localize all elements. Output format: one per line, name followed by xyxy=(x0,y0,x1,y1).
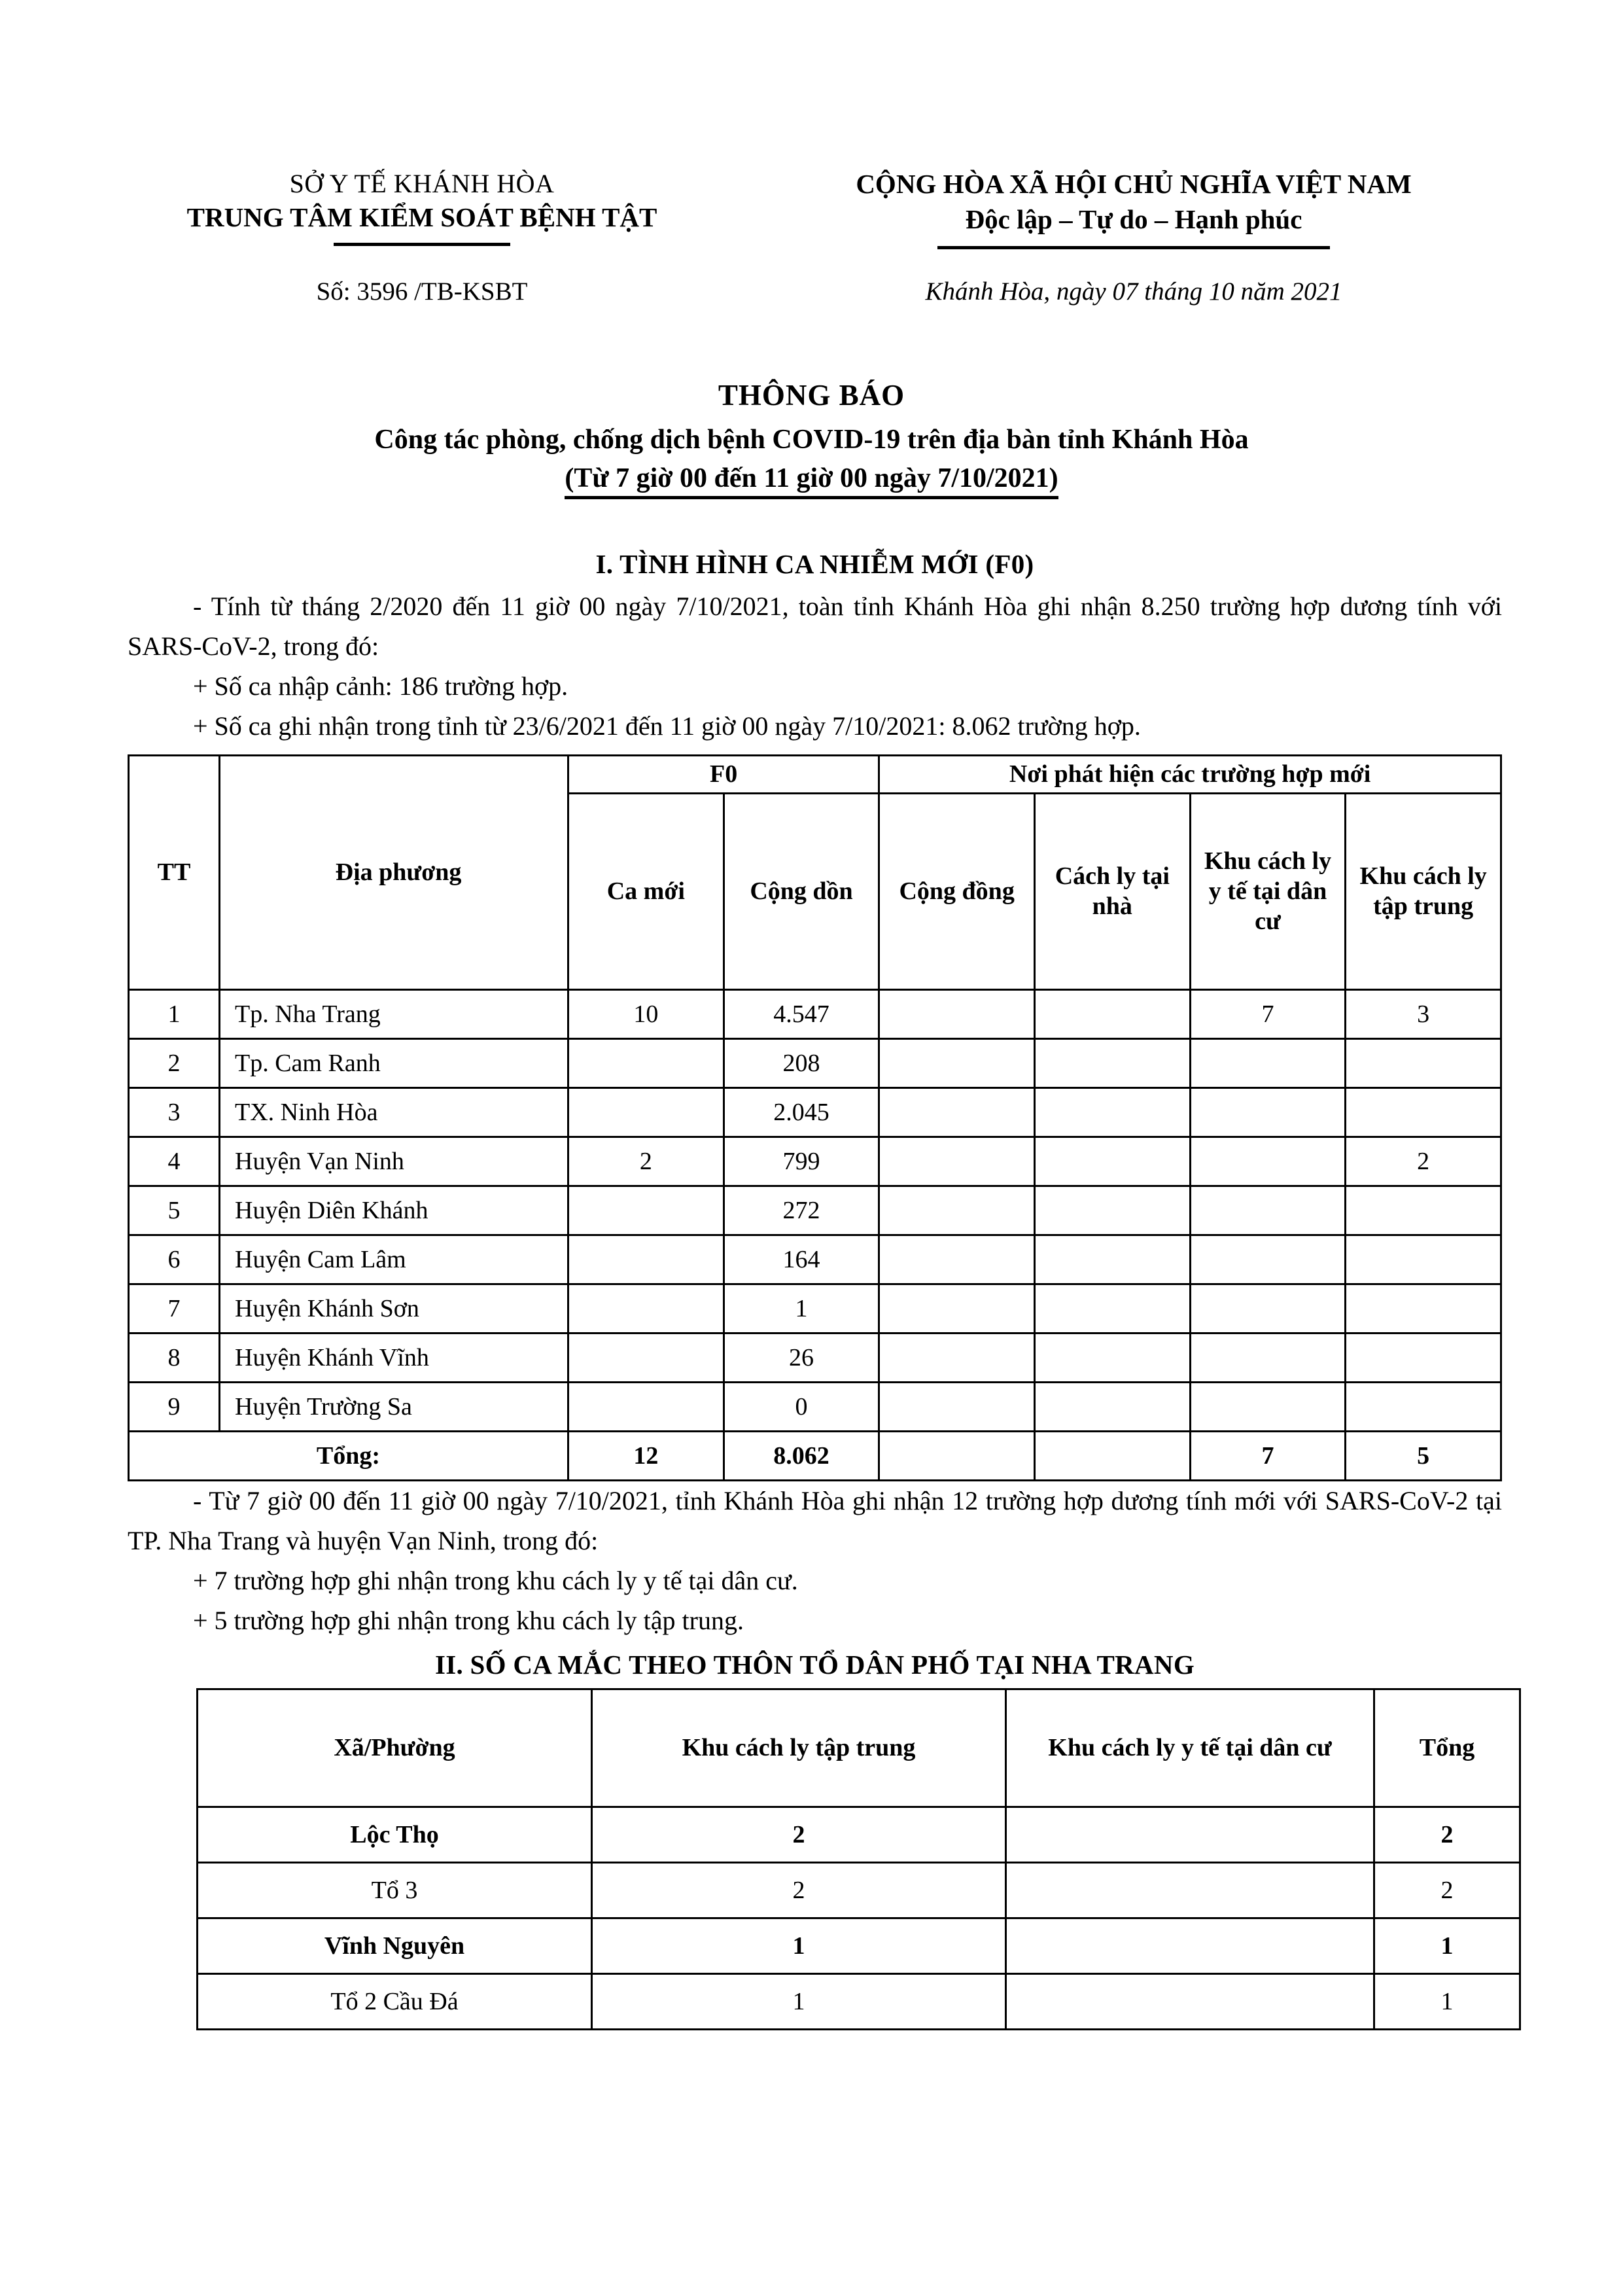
cell-medical-residential xyxy=(1006,1918,1374,1973)
cell-new-cases xyxy=(568,1088,724,1137)
cell-medical-residential xyxy=(1006,1807,1374,1862)
table-header-row-groups xyxy=(129,755,1501,794)
th-cumulative: Cộng dồn xyxy=(724,794,879,990)
locality-case-table xyxy=(128,754,1502,1482)
table-row xyxy=(198,1807,1520,1862)
section-1-continued xyxy=(128,1481,1502,1686)
cell-community xyxy=(879,1137,1035,1186)
cell-centralized xyxy=(1346,1333,1501,1383)
table-row xyxy=(129,1333,1501,1383)
national-motto-block xyxy=(723,167,1623,249)
cell-centralized: 3 xyxy=(1346,990,1501,1039)
cell-new-cases xyxy=(568,1039,724,1088)
th-new-cases: Ca mới xyxy=(568,794,724,990)
cell-locality: Huyện Vạn Ninh xyxy=(220,1137,568,1186)
cell-medical-residential xyxy=(1190,1088,1346,1137)
th-group-f0: F0 xyxy=(568,755,879,794)
cell-home-quarantine xyxy=(1034,1137,1190,1186)
cell-community xyxy=(879,1186,1035,1235)
table-row xyxy=(129,1235,1501,1284)
cell-medical-residential xyxy=(1190,1284,1346,1333)
locality-case-table-wrapper xyxy=(128,754,1502,1482)
cell-locality: Tp. Nha Trang xyxy=(220,990,568,1039)
cell-total: 2 xyxy=(1374,1807,1520,1862)
th-group-detection-place: Nơi phát hiện các trường hợp mới xyxy=(879,755,1501,794)
cell-total: 2 xyxy=(1374,1862,1520,1918)
cell-home-quarantine xyxy=(1034,1333,1190,1383)
table-body xyxy=(198,1807,1520,2029)
cell-centralized: 2 xyxy=(1346,1137,1501,1186)
cell-cumulative: 799 xyxy=(724,1137,879,1186)
title-block xyxy=(0,378,1623,495)
cell-new-cases: 2 xyxy=(568,1137,724,1186)
ward-case-table xyxy=(196,1688,1521,2030)
cell-new-cases xyxy=(568,1333,724,1383)
table-body xyxy=(129,990,1501,1481)
section-1 xyxy=(128,544,1502,747)
th-ward: Xã/Phường xyxy=(198,1689,592,1807)
cell-home-quarantine xyxy=(1034,1235,1190,1284)
cell-medical-residential xyxy=(1190,1137,1346,1186)
ward-case-table-wrapper xyxy=(196,1688,1475,2030)
cell-community xyxy=(879,1039,1035,1088)
center-name: TRUNG TÂM KIỂM SOÁT BỆNH TẬT xyxy=(186,202,657,233)
cell-cumulative: 4.547 xyxy=(724,990,879,1039)
cell-centralized xyxy=(1346,1088,1501,1137)
title-subtitle: Công tác phòng, chống dịch bệnh COVID-19 trên địa bàn tỉnh Khánh Hòa xyxy=(374,425,1249,455)
section-1-paragraph-4: - Từ 7 giờ 00 đến 11 giờ 00 ngày 7/10/2021, tỉnh Khánh Hòa ghi nhận 12 trường hợp dương tính mới với SARS-CoV-2 tại TP. Nha Trang và huyện Vạn Ninh, trong đó: xyxy=(128,1486,1502,1555)
cell-total-home-quarantine xyxy=(1034,1432,1190,1481)
table-row xyxy=(129,1088,1501,1137)
table-row xyxy=(129,1137,1501,1186)
cell-tt: 8 xyxy=(129,1333,220,1383)
cell-medical-residential: 7 xyxy=(1190,990,1346,1039)
cell-cumulative: 208 xyxy=(724,1039,879,1088)
cell-community xyxy=(879,1383,1035,1432)
cell-new-cases xyxy=(568,1235,724,1284)
section-1-paragraph-3: + Số ca ghi nhận trong tỉnh từ 23/6/2021 đến 11 giờ 00 ngày 7/10/2021: 8.062 trường hợp. xyxy=(193,711,1141,741)
cell-centralized xyxy=(1346,1383,1501,1432)
cell-medical-residential xyxy=(1190,1333,1346,1383)
cell-tt: 6 xyxy=(129,1235,220,1284)
national-motto: Độc lập – Tự do – Hạnh phúc xyxy=(965,204,1302,235)
cell-total-cumulative: 8.062 xyxy=(724,1432,879,1481)
th-centralized: Khu cách ly tập trung xyxy=(1346,794,1501,990)
cell-locality: Huyện Khánh Vĩnh xyxy=(220,1333,568,1383)
cell-locality: TX. Ninh Hòa xyxy=(220,1088,568,1137)
place-and-date: Khánh Hòa, ngày 07 tháng 10 năm 2021 xyxy=(925,277,1342,306)
cell-tt: 3 xyxy=(129,1088,220,1137)
cell-new-cases xyxy=(568,1186,724,1235)
cell-tt: 1 xyxy=(129,990,220,1039)
cell-total-community xyxy=(879,1432,1035,1481)
cell-tt: 7 xyxy=(129,1284,220,1333)
header-left-divider xyxy=(334,243,510,246)
th-home-quarantine: Cách ly tại nhà xyxy=(1034,794,1190,990)
cell-locality: Huyện Diên Khánh xyxy=(220,1186,568,1235)
table-row xyxy=(198,1973,1520,2029)
cell-total-centralized: 5 xyxy=(1346,1432,1501,1481)
cell-tt: 5 xyxy=(129,1186,220,1235)
table-row xyxy=(129,990,1501,1039)
cell-medical-residential xyxy=(1006,1973,1374,2029)
cell-community xyxy=(879,1284,1035,1333)
cell-community xyxy=(879,1235,1035,1284)
table-header-row xyxy=(198,1689,1520,1807)
table-row xyxy=(129,1383,1501,1432)
section-1-paragraph-2: + Số ca nhập cảnh: 186 trường hợp. xyxy=(193,671,568,701)
table-row xyxy=(198,1862,1520,1918)
cell-home-quarantine xyxy=(1034,1284,1190,1333)
cell-medical-residential xyxy=(1190,1186,1346,1235)
title-timerange xyxy=(0,462,1623,495)
cell-centralized xyxy=(1346,1039,1501,1088)
th-community: Cộng đồng xyxy=(879,794,1035,990)
cell-cumulative: 272 xyxy=(724,1186,879,1235)
cell-centralized: 2 xyxy=(592,1807,1006,1862)
th-medical-residential-quarantine: Khu cách ly y tế tại dân cư xyxy=(1006,1689,1374,1807)
section-1-heading: I. TÌNH HÌNH CA NHIỄM MỚI (F0) xyxy=(595,549,1034,580)
th-centralized-quarantine: Khu cách ly tập trung xyxy=(592,1689,1006,1807)
page-title: THÔNG BÁO xyxy=(718,379,905,412)
cell-home-quarantine xyxy=(1034,1186,1190,1235)
cell-community xyxy=(879,990,1035,1039)
th-medical-residential: Khu cách ly y tế tại dân cư xyxy=(1190,794,1346,990)
table-row xyxy=(129,1039,1501,1088)
cell-tt: 4 xyxy=(129,1137,220,1186)
cell-centralized xyxy=(1346,1284,1501,1333)
cell-locality: Huyện Trường Sa xyxy=(220,1383,568,1432)
cell-cumulative: 0 xyxy=(724,1383,879,1432)
table-row xyxy=(129,1186,1501,1235)
cell-locality: Tp. Cam Ranh xyxy=(220,1039,568,1088)
department-name: SỞ Y TẾ KHÁNH HÒA xyxy=(289,169,555,198)
section-1-paragraph-6: + 5 trường hợp ghi nhận trong khu cách ly tập trung. xyxy=(193,1605,744,1635)
table-total-row xyxy=(129,1432,1501,1481)
th-tt: TT xyxy=(129,755,220,990)
cell-community xyxy=(879,1333,1035,1383)
cell-centralized xyxy=(1346,1186,1501,1235)
section-1-paragraph-1: - Tính từ tháng 2/2020 đến 11 giờ 00 ngày 7/10/2021, toàn tỉnh Khánh Hòa ghi nhận 8.250 trường hợp dương tính với SARS-CoV-2, trong đó: xyxy=(128,592,1502,662)
cell-total-new-cases: 12 xyxy=(568,1432,724,1481)
document-number: Số: 3596 /TB-KSBT xyxy=(316,277,528,306)
cell-new-cases: 10 xyxy=(568,990,724,1039)
cell-ward: Tổ 3 xyxy=(198,1862,592,1918)
table-row xyxy=(198,1918,1520,1973)
cell-home-quarantine xyxy=(1034,990,1190,1039)
cell-medical-residential xyxy=(1190,1039,1346,1088)
cell-cumulative: 2.045 xyxy=(724,1088,879,1137)
cell-home-quarantine xyxy=(1034,1039,1190,1088)
header-right-divider xyxy=(937,246,1330,249)
document-header xyxy=(0,0,1623,249)
cell-medical-residential xyxy=(1190,1383,1346,1432)
cell-cumulative: 164 xyxy=(724,1235,879,1284)
cell-locality: Huyện Cam Lâm xyxy=(220,1235,568,1284)
cell-ward: Tổ 2 Cầu Đá xyxy=(198,1973,592,2029)
cell-tt: 2 xyxy=(129,1039,220,1088)
table-header xyxy=(129,755,1501,990)
cell-centralized xyxy=(1346,1235,1501,1284)
cell-cumulative: 1 xyxy=(724,1284,879,1333)
cell-home-quarantine xyxy=(1034,1383,1190,1432)
cell-total-label: Tổng: xyxy=(129,1432,568,1481)
cell-medical-residential xyxy=(1190,1235,1346,1284)
cell-home-quarantine xyxy=(1034,1088,1190,1137)
cell-total-medical-residential: 7 xyxy=(1190,1432,1346,1481)
cell-ward: Vĩnh Nguyên xyxy=(198,1918,592,1973)
cell-locality: Huyện Khánh Sơn xyxy=(220,1284,568,1333)
th-locality: Địa phương xyxy=(220,755,568,990)
country-name: CỘNG HÒA XÃ HỘI CHỦ NGHĨA VIỆT NAM xyxy=(856,169,1412,199)
cell-new-cases xyxy=(568,1284,724,1333)
cell-total: 1 xyxy=(1374,1973,1520,2029)
document-meta xyxy=(0,277,1623,306)
table-header xyxy=(198,1689,1520,1807)
cell-cumulative: 26 xyxy=(724,1333,879,1383)
cell-community xyxy=(879,1088,1035,1137)
section-1-paragraph-5: + 7 trường hợp ghi nhận trong khu cách ly y tế tại dân cư. xyxy=(193,1565,798,1595)
cell-ward: Lộc Thọ xyxy=(198,1807,592,1862)
th-total: Tổng xyxy=(1374,1689,1520,1807)
cell-centralized: 1 xyxy=(592,1973,1006,2029)
cell-tt: 9 xyxy=(129,1383,220,1432)
section-2-heading: II. SỐ CA MẮC THEO THÔN TỔ DÂN PHỐ TẠI NHA TRANG xyxy=(434,1650,1195,1680)
title-timerange-text: (Từ 7 giờ 00 đến 11 giờ 00 ngày 7/10/2021) xyxy=(565,463,1058,499)
cell-medical-residential xyxy=(1006,1862,1374,1918)
issuing-authority-block xyxy=(121,167,723,249)
cell-centralized: 1 xyxy=(592,1918,1006,1973)
cell-centralized: 2 xyxy=(592,1862,1006,1918)
cell-total: 1 xyxy=(1374,1918,1520,1973)
cell-new-cases xyxy=(568,1383,724,1432)
table-row xyxy=(129,1284,1501,1333)
